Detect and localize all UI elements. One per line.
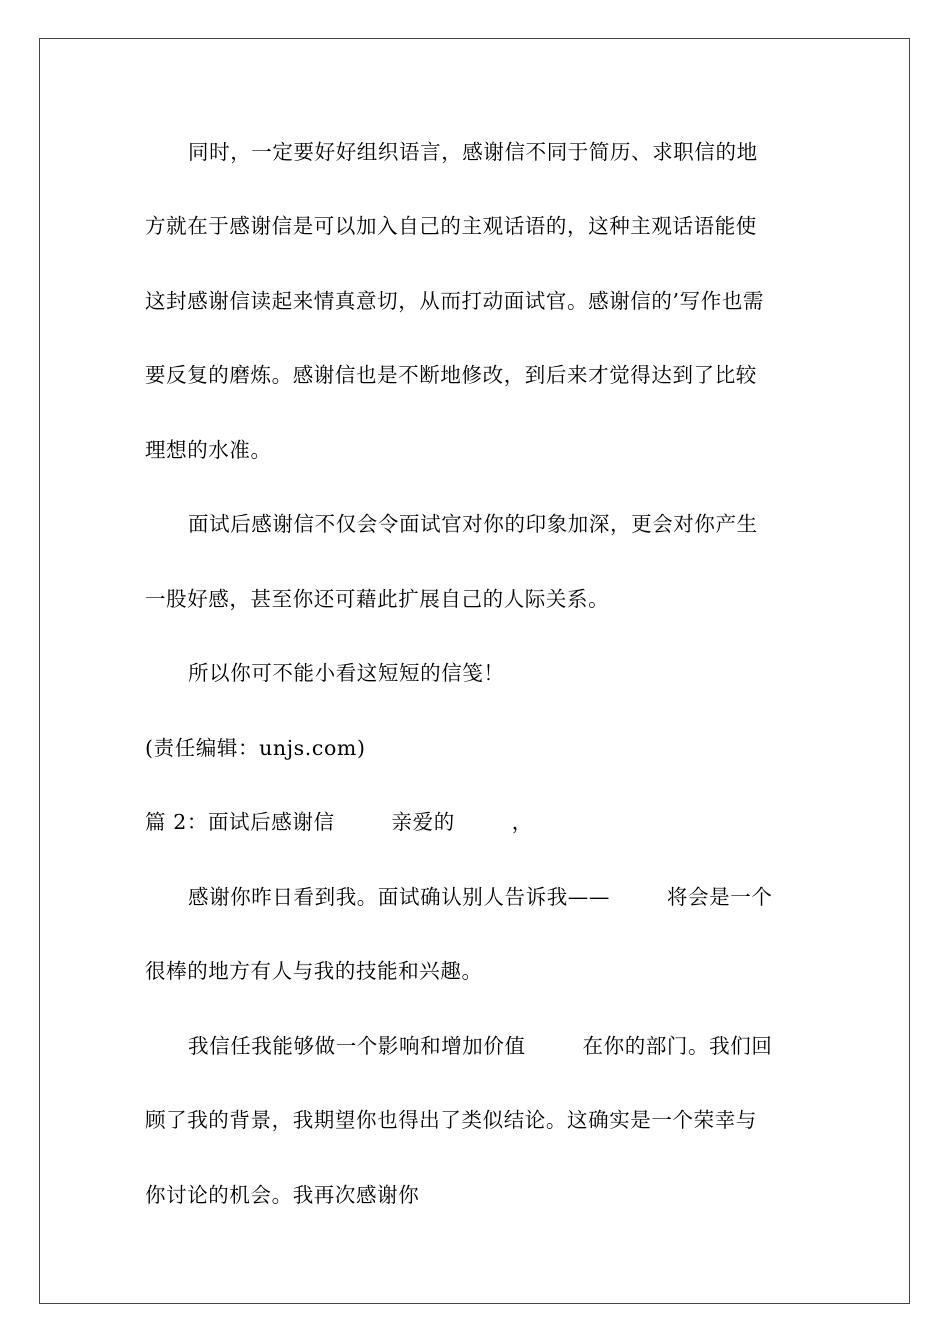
editor-credit: (责任编辑：unjs.com) [145,736,366,760]
text-line: 方就在于感谢信是可以加入自己的主观话语的，这种主观话语能使 [145,214,757,238]
text-line: 很棒的地方有人与我的技能和兴趣。 [145,959,483,983]
text-line: 顾了我的背景，我期望你也得出了类似结论。这确实是一个荣幸与 [145,1108,757,1132]
text-line: 一股好感，甚至你还可藉此扩展自己的人际关系。 [145,587,610,611]
section-heading: 篇 2：面试后感谢信 亲爱的 ， [145,810,533,834]
text-line: 同时，一定要好好组织语言，感谢信不同于简历、求职信的地 [188,140,758,164]
text-line: 你讨论的机会。我再次感谢你 [145,1183,420,1207]
text-line: 面试后感谢信不仅会令面试官对你的印象加深，更会对你产生 [188,512,758,536]
text-line: 我信任我能够做一个影响和增加价值 在你的部门。我们回 [188,1034,773,1058]
text-line: 这封感谢信读起来情真意切，从而打动面试官。感谢信的’写作也需 [145,289,765,313]
text-line: 要反复的磨炼。感谢信也是不断地修改，到后来才觉得达到了比较 [145,363,757,387]
text-line: 理想的水准。 [145,438,272,462]
text-line: 所以你可不能小看这短短的信笺！ [188,661,505,685]
text-line: 感谢你昨日看到我。面试确认别人告诉我—— 将会是一个 [188,885,773,909]
